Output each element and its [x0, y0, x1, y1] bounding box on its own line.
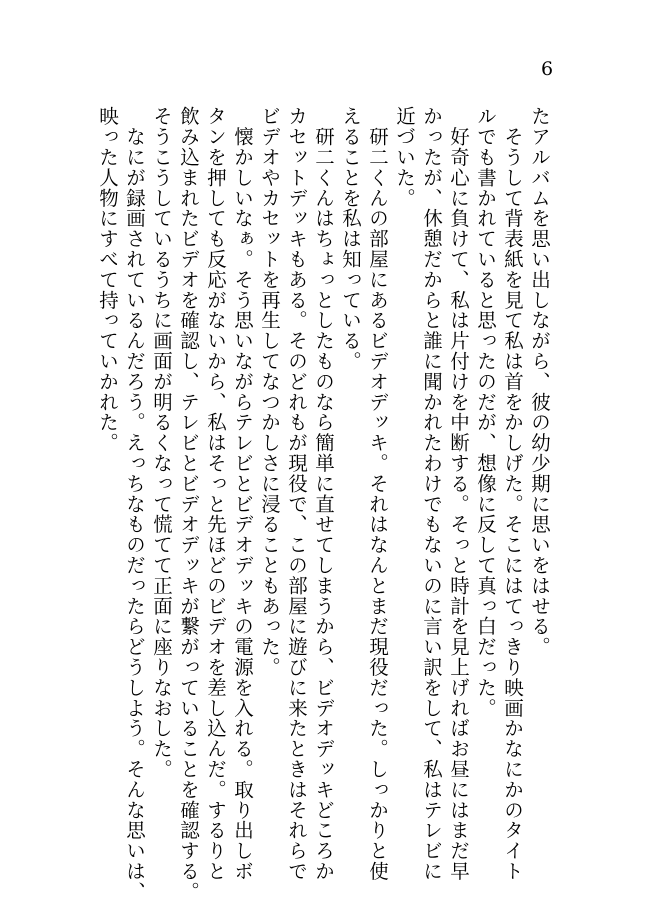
text-line: タンを押しても反応がないから、私はそっと先ほどのビデオを差し込んだ。するりと: [204, 106, 227, 882]
page-number: 6: [541, 58, 554, 80]
text-line: 近づいた。: [393, 106, 416, 208]
text-line: ビデオやカセットを再生してなつかしさに浸ることもあった。: [258, 106, 281, 678]
text-line: かったが、休憩だからと誰に聞かれたわけでもないのに言い訳をして、私はテレビに: [420, 106, 443, 882]
text-line: 研二くんはちょっとしたものなら簡単に直せてしまうから、ビデオデッキどころか: [312, 106, 335, 882]
text-line: 懐かしいなぁ。そう思いながらテレビとビデオデッキの電源を入れる。取り出しボ: [231, 106, 254, 882]
text-line: カセットデッキもある。そのどれもが現役で、この部屋に遊びに来たときはそれらで: [285, 106, 308, 882]
text-line: えることを私は知っている。: [339, 106, 362, 372]
text-line: たアルバムを思い出しながら、彼の幼少期に思いをはせる。: [528, 106, 551, 657]
body-text: [94, 106, 553, 902]
text-line: そうこうしているうちに画面が明るくなって慌てて正面に座りなおした。: [150, 106, 173, 780]
text-line: なにが録画されているんだろう。えっちなものだったらどうしよう。そんな思いは、: [123, 106, 146, 902]
text-line: 飲み込まれたビデオを確認し、テレビとビデオデッキが繋がっていることを確認する。: [177, 106, 200, 902]
text-line: 研二くんの部屋にあるビデオデッキ。それはなんとまだ現役だった。しっかりと使: [366, 106, 389, 882]
text-line: そうして背表紙を見て私は首をかしげた。そこにはてっきり映画かなにかのタイト: [501, 106, 524, 882]
text-line: 好奇心に負けて、私は片付けを中断する。そっと時計を見上げればお昼にはまだ早: [447, 106, 470, 882]
text-line: 映った人物にすべて持っていかれた。: [96, 106, 119, 453]
text-line: ルでも書かれていると思ったのだが、想像に反して真っ白だった。: [474, 106, 497, 718]
